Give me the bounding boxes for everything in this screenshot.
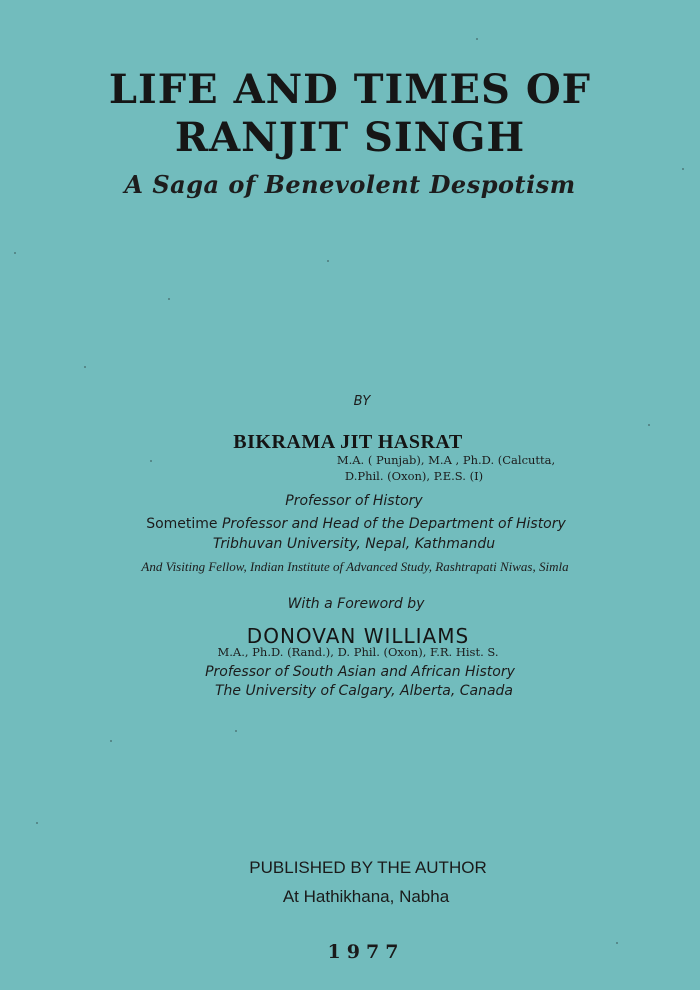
paper-speck [14, 252, 16, 254]
author-name: BIKRAMA JIT HASRAT [233, 431, 463, 453]
paper-speck [327, 260, 329, 262]
paper-speck [682, 168, 684, 170]
author-credentials-line-2: D.Phil. (Oxon), P.E.S. (I) [344, 469, 484, 483]
paper-speck [648, 424, 650, 426]
paper-speck [110, 740, 112, 742]
foreword-label: With a Foreword by [287, 596, 425, 612]
book-subtitle: A Saga of Benevolent Despotism [124, 170, 576, 199]
by-label: BY [353, 394, 371, 409]
paper-speck [235, 730, 237, 732]
author-position: Professor of History [285, 493, 423, 509]
foreword-author-university: The University of Calgary, Alberta, Canada [214, 683, 514, 699]
publisher-line: PUBLISHED BY THE AUTHOR [249, 858, 487, 877]
former-position-prefix: Sometime [146, 516, 218, 532]
former-position-title: Professor and Head of the Department of History [221, 516, 566, 532]
author-fellowship: And Visiting Fellow, Indian Institute of Advanced Study, Rashtrapati Niwas, Simla [141, 559, 569, 574]
publisher-address: At Hathikhana, Nabha [282, 887, 450, 906]
paper-speck [150, 460, 152, 462]
paper-speck [616, 942, 618, 944]
author-university: Tribhuvan University, Nepal, Kathmandu [212, 536, 496, 552]
author-credentials-line-1: M.A. ( Punjab), M.A , Ph.D. (Calcutta, [336, 453, 556, 467]
paper-speck [476, 38, 478, 40]
paper-speck [168, 298, 170, 300]
foreword-author-position: Professor of South Asian and African History [205, 664, 515, 680]
author-former-position [6, 516, 700, 532]
foreword-author-credentials: M.A., Ph.D. (Rand.), D. Phil. (Oxon), F.R. Hist. S. [217, 645, 499, 659]
publication-year: 1977 [327, 941, 405, 963]
paper-speck [36, 822, 38, 824]
foreword-author-name: DONOVAN WILLIAMS [246, 624, 470, 648]
book-title-line-1: LIFE AND TIMES OF [108, 66, 592, 113]
paper-speck [84, 366, 86, 368]
book-title-line-2: RANJIT SINGH [174, 114, 526, 161]
